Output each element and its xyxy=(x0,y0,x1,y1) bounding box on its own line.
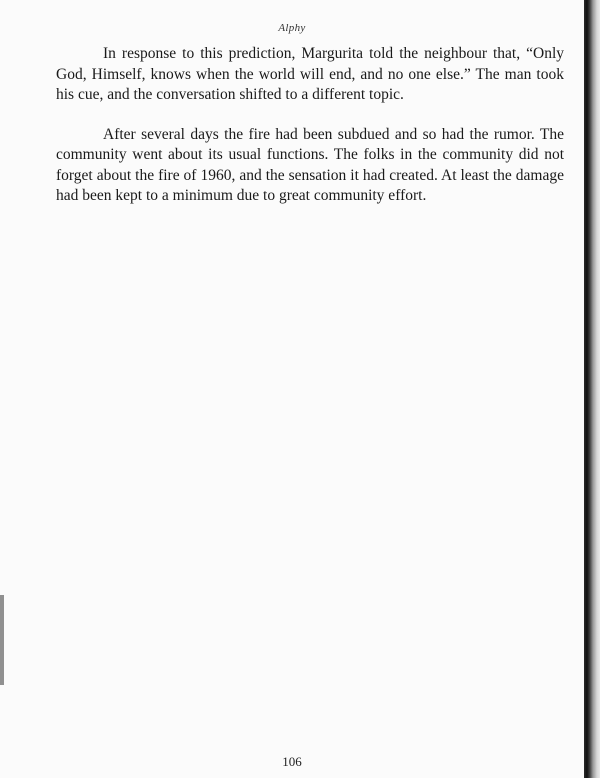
book-binding-edge xyxy=(584,0,600,778)
paragraph-2: After several days the fire had been subdued and so had the rumor. The community went about its usual functions. The folks in the community did not forget about the fire of 1960, and the sensation it had created. At least the damage had been kept to a minimum due to great community effort. xyxy=(56,125,564,204)
page-edge-shadow xyxy=(0,595,4,685)
paragraph-1: In response to this prediction, Margurita told the neighbour that, “Only God, Himself, knows when the world will end, and no one else.” The man took his cue, and the conversation shifted to a different topic. xyxy=(56,45,564,103)
page-number: 106 xyxy=(282,754,302,769)
page-body xyxy=(56,44,564,226)
running-header: Alphy xyxy=(278,22,306,34)
